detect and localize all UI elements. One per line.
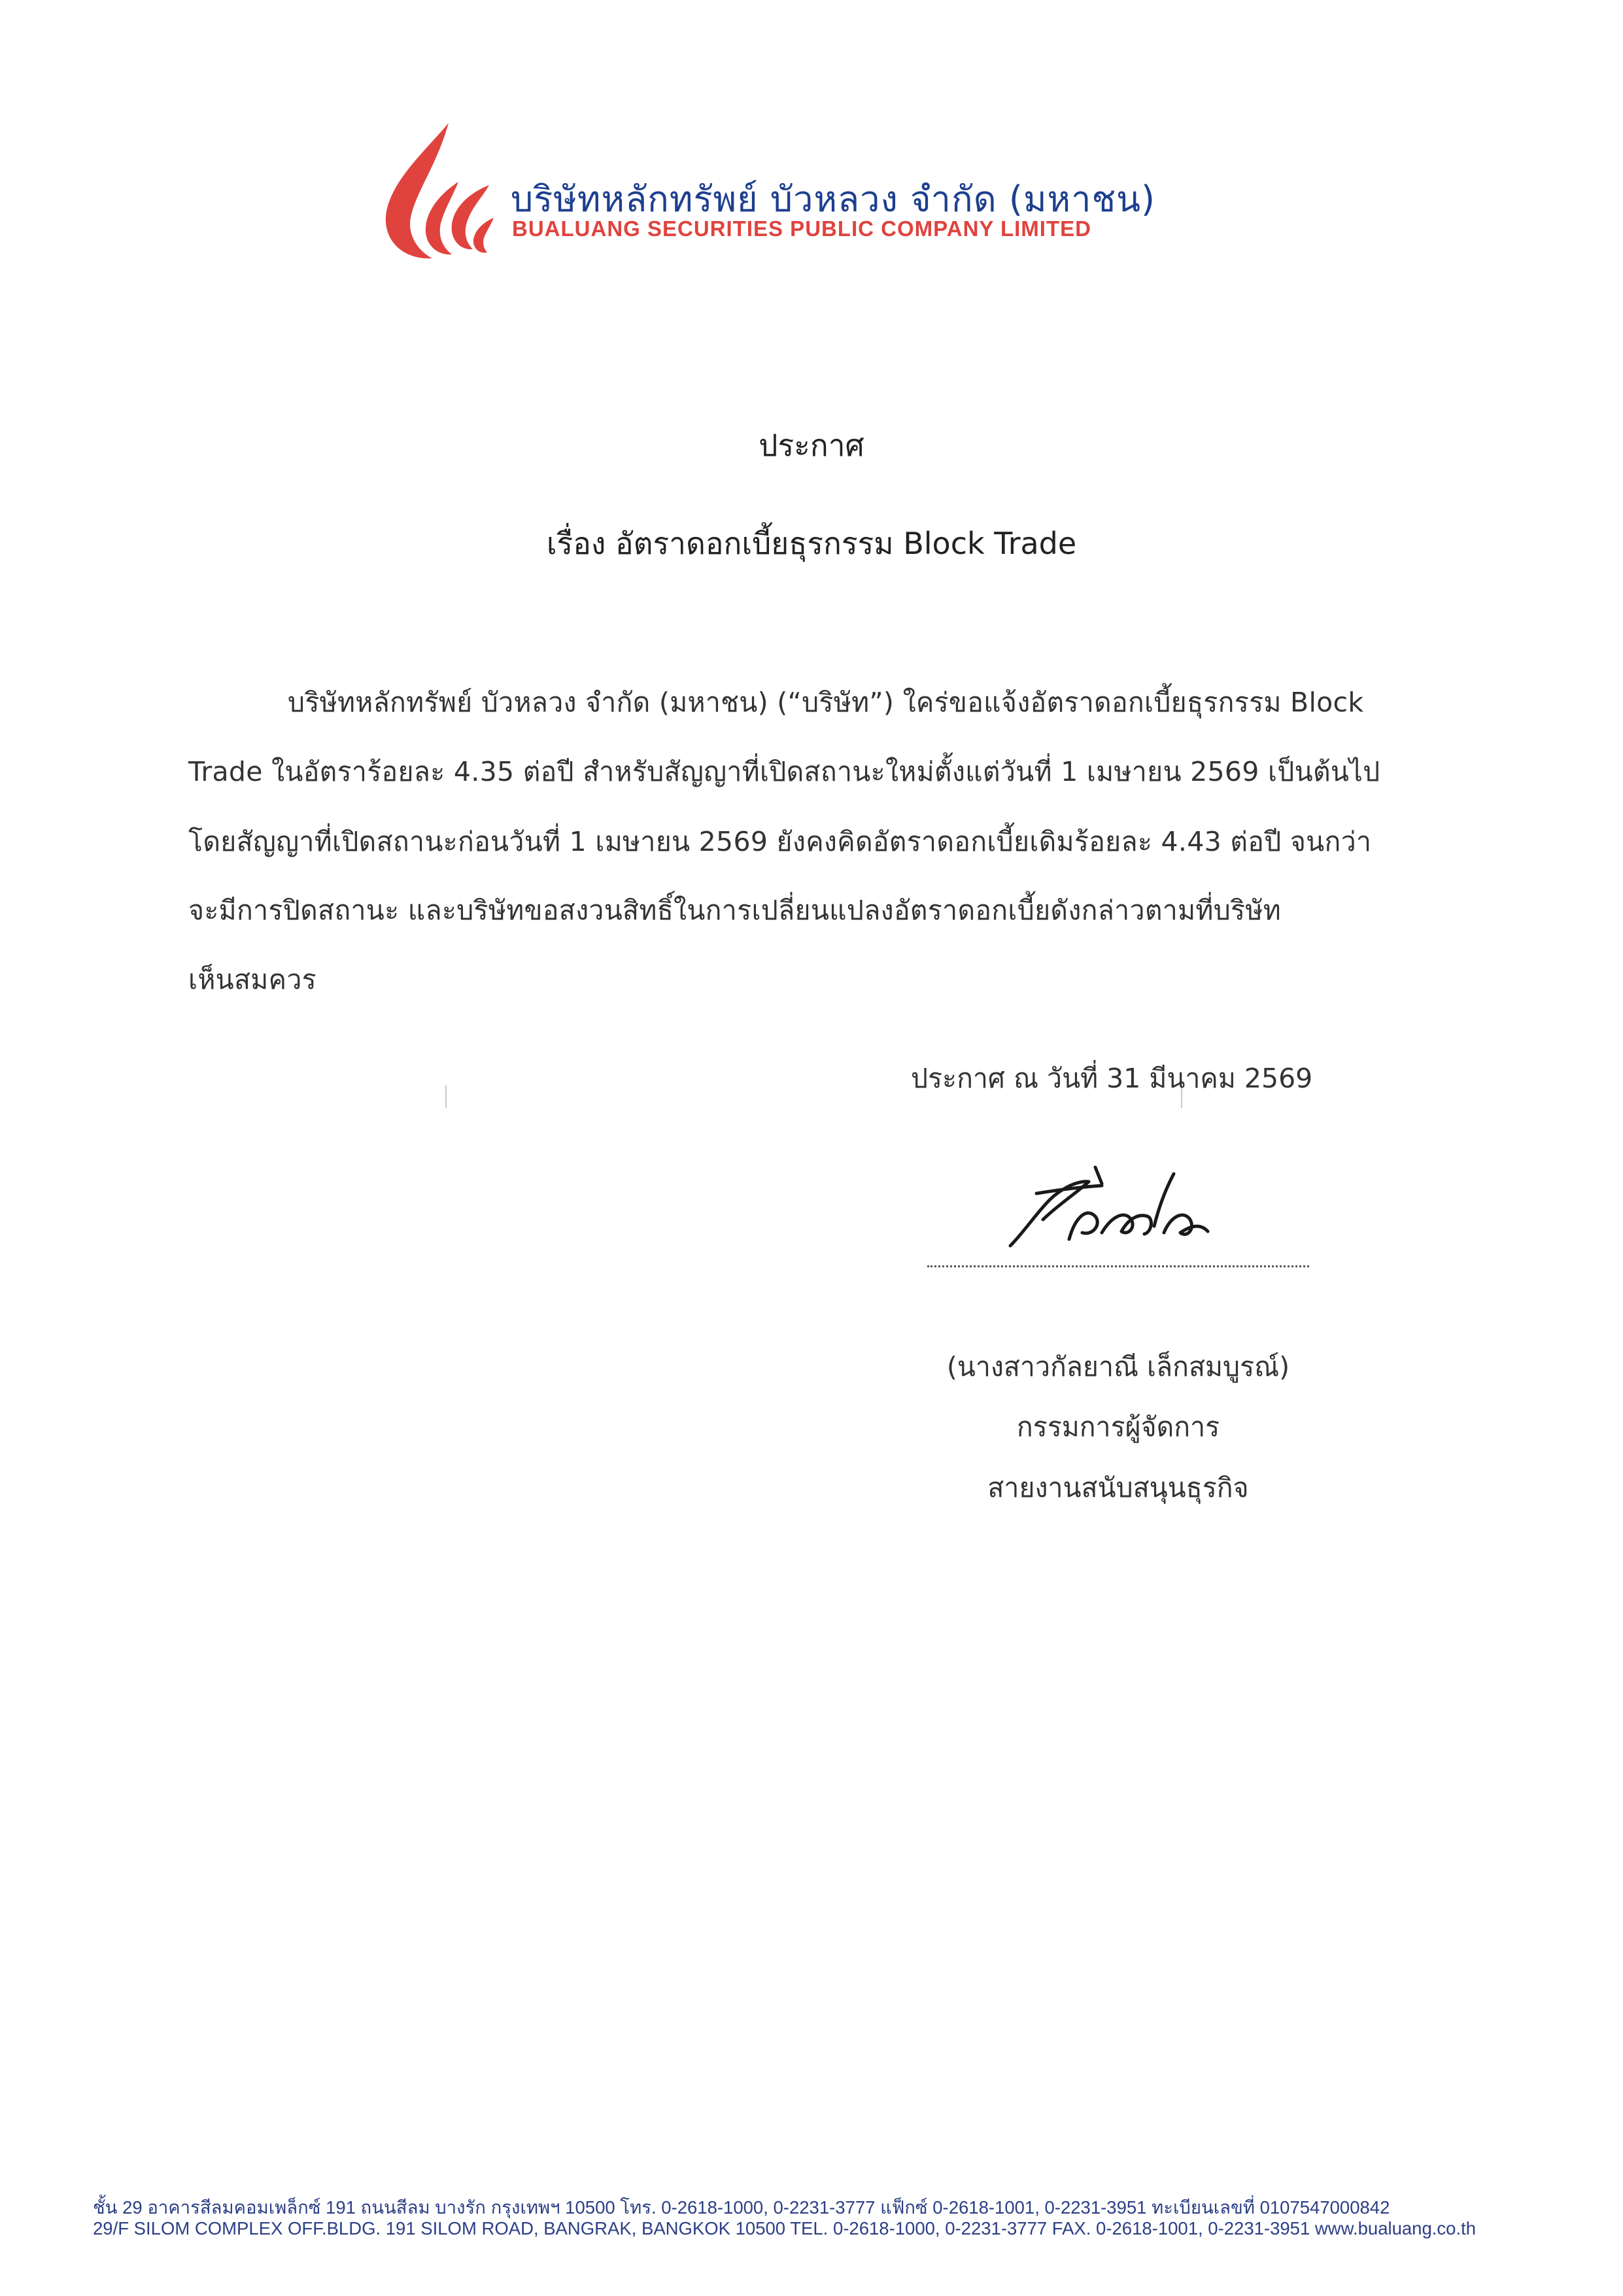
footer-address-english: 29/F SILOM COMPLEX OFF.BLDG. 191 SILOM ROAD, BANGRAK, BANGKOK 10500 TEL. 0-2618-1000, 0-2231-3777 FAX. 0-2618-1001, 0-2231-3951 www.bualuang.co.th [93, 2218, 1477, 2238]
signatory-department: สายงานสนับสนุนธุรกิจ [987, 1472, 1249, 1503]
announcement-title: ประกาศ [759, 428, 864, 463]
company-name-english: BUALUANG SECURITIES PUBLIC COMPANY LIMITED [512, 216, 1091, 241]
signature-line [927, 1265, 1309, 1267]
signatory-name: (นางสาวกัลยาณี เล็กสมบูรณ์) [946, 1351, 1290, 1382]
body-paragraph-line: จะมีการปิดสถานะ และบริษัทขอสงวนสิทธิ์ในการเปลี่ยนแปลงอัตราดอกเบี้ยดังกล่าวตามที่บริษัท [188, 895, 1282, 926]
body-paragraph-line: เห็นสมควร [188, 964, 316, 995]
body-paragraph-line: โดยสัญญาที่เปิดสถานะก่อนวันที่ 1 เมษายน 2569 ยังคงคิดอัตราดอกเบี้ยเดิมร้อยละ 4.43 ต่อปี จนกว่า [188, 826, 1372, 857]
lotus-flame-logo-icon [381, 120, 496, 264]
handwritten-signature [997, 1154, 1220, 1259]
body-paragraph-line: Trade ในอัตราร้อยละ 4.35 ต่อปี สำหรับสัญญาที่เปิดสถานะใหม่ตั้งแต่วันที่ 1 เมษายน 2569 เป็นต้นไป [188, 756, 1380, 787]
body-paragraph-line: บริษัทหลักทรัพย์ บัวหลวง จำกัด (มหาชน) (“บริษัท”) ใคร่ขอแจ้งอัตราดอกเบี้ยธุรกรรม Block [288, 687, 1364, 718]
announcement-subject: เรื่อง อัตราดอกเบี้ยธุรกรรม Block Trade [546, 526, 1077, 561]
signatory-position: กรรมการผู้จัดการ [1016, 1411, 1220, 1443]
company-logo [381, 120, 1244, 264]
scan-mark [445, 1086, 447, 1108]
footer-address-thai: ชั้น 29 อาคารสีลมคอมเพล็กซ์ 191 ถนนสีลม บางรัก กรุงเทพฯ 10500 โทร. 0-2618-1000, 0-2231-3777 แฟ็กซ์ 0-2618-1001, 0-2231-3951 ทะเบียนเลขที่ 0107547000842 [93, 2197, 1390, 2218]
announcement-date: ประกาศ ณ วันที่ 31 มีนาคม 2569 [911, 1063, 1313, 1094]
company-name-thai: บริษัทหลักทรัพย์ บัวหลวง จำกัด (มหาชน) [511, 179, 1156, 220]
